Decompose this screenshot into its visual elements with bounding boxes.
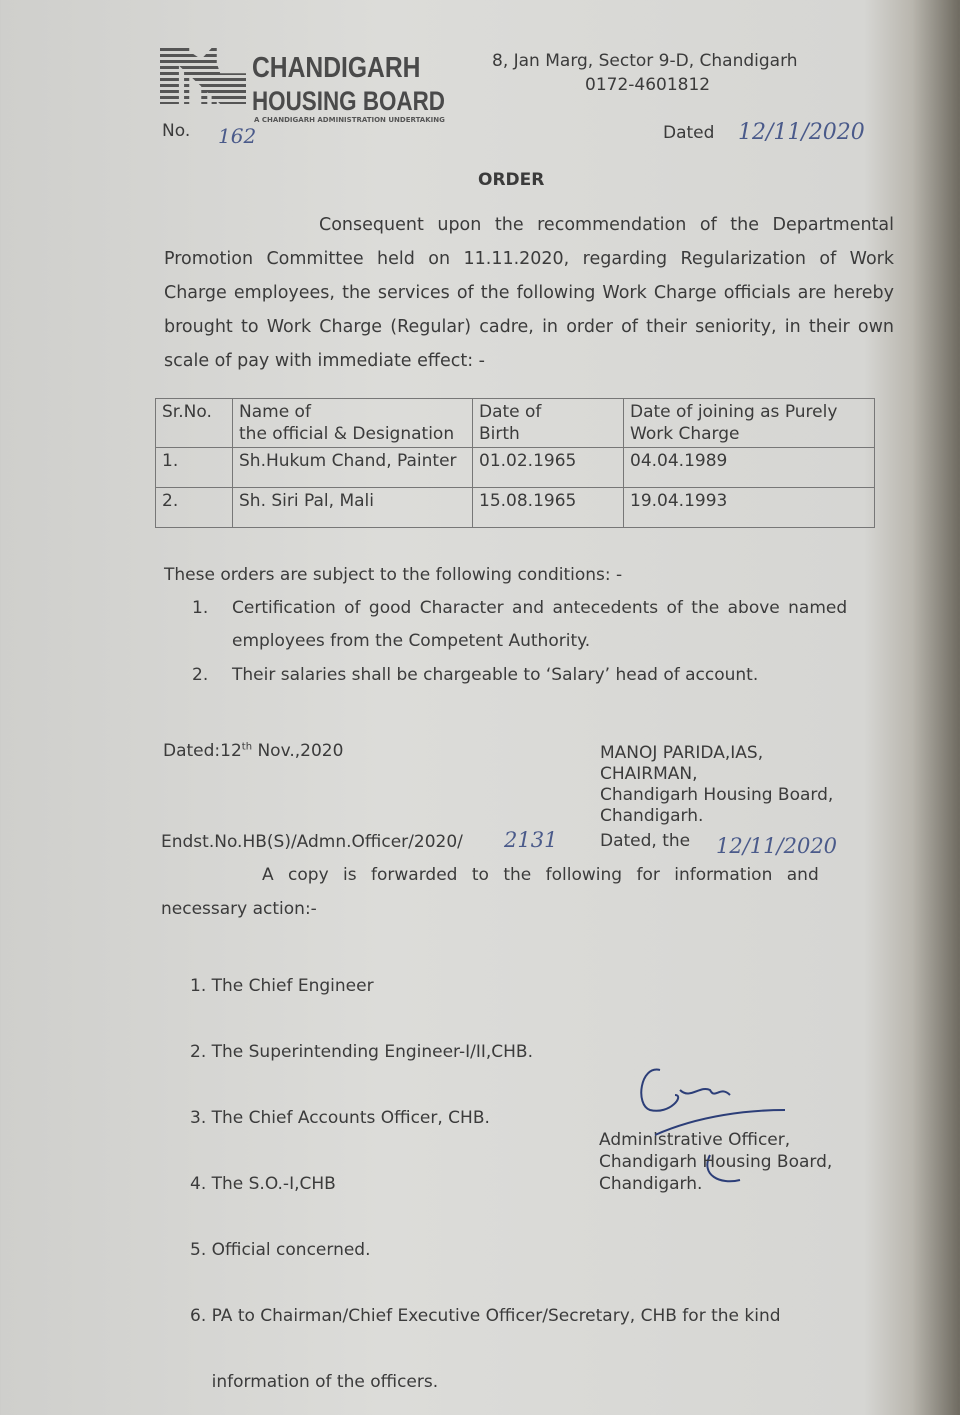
cell: 01.02.1965	[473, 448, 624, 488]
header-line: Date of joining as Purely	[630, 402, 838, 422]
no-label: No.	[162, 121, 191, 141]
endorsement-label: Endst.No.HB(S)/Admn.Officer/2020/	[161, 832, 463, 852]
signatory-block	[600, 743, 833, 827]
body-paragraph: Consequent upon the recommendation of the Departmental Promotion Committee held on 11.11.2020, regarding Regularization of Work Charge employees, the services of the following Work Charge officials are hereby brought to Work Charge (Regular) cadre, in order of their seniority, in their own scale of pay with immediate effect: -	[164, 215, 894, 371]
table-row	[156, 488, 875, 528]
org-tagline: A CHANDIGARH ADMINISTRATION UNDERTAKING	[254, 116, 445, 124]
officer-line: Chandigarh Housing Board,	[599, 1152, 833, 1172]
list-item: 1. The Chief Engineer	[190, 976, 374, 996]
list-item: 3. The Chief Accounts Officer, CHB.	[190, 1108, 490, 1128]
condition-text: Certification of good Character and antecedents of the above named	[232, 598, 848, 618]
endorsement-number: 2131	[504, 828, 558, 852]
copy-text: necessary action:-	[161, 899, 317, 919]
officials-table	[155, 398, 875, 528]
dated-value: 12/11/2020	[738, 120, 865, 145]
footer-date-prefix: Dated:12	[163, 741, 242, 761]
condition-num: 1.	[192, 598, 209, 618]
header-line: Name of	[239, 402, 311, 422]
dated-label: Dated	[663, 123, 715, 143]
cell: 2.	[156, 488, 233, 528]
endorsement-dated-value: 12/11/2020	[716, 834, 838, 858]
condition-text: employees from the Competent Authority.	[232, 631, 591, 651]
condition-num: 2.	[192, 665, 209, 685]
signatory-line: CHAIRMAN,	[600, 764, 698, 784]
copy-text: A copy is forwarded to the following for information and	[262, 865, 819, 885]
phone: 0172-4601812	[585, 75, 711, 95]
header-line: Date of	[479, 402, 542, 422]
footer-date-suffix: Nov.,2020	[252, 741, 344, 761]
footer-date-sup: th	[241, 741, 253, 753]
condition-text: Their salaries shall be chargeable to ‘Salary’ head of account.	[232, 665, 759, 685]
chb-logo-icon	[160, 48, 246, 104]
footer-date	[163, 741, 343, 761]
order-number: 162	[218, 124, 257, 148]
cell: 19.04.1993	[624, 488, 875, 528]
header-cell: Sr.No.	[156, 399, 233, 448]
list-item: 4. The S.O.-I,CHB	[190, 1174, 336, 1194]
cell: 1.	[156, 448, 233, 488]
officer-line: Chandigarh.	[599, 1174, 703, 1194]
table-header-row	[156, 399, 875, 448]
page-title: ORDER	[478, 170, 545, 190]
list-item: 6. PA to Chairman/Chief Executive Officer/Secretary, CHB for the kind	[190, 1306, 781, 1326]
address: 8, Jan Marg, Sector 9-D, Chandigarh	[492, 51, 798, 71]
officer-line: Administrative Officer,	[599, 1130, 791, 1150]
org-name-line1: CHANDIGARH	[252, 52, 421, 84]
signatory-line: Chandigarh Housing Board,	[600, 785, 834, 805]
conditions-intro: These orders are subject to the following conditions: -	[164, 565, 623, 585]
header-cell	[233, 399, 473, 448]
header-cell	[473, 399, 624, 448]
signatory-line: Chandigarh.	[600, 806, 704, 826]
cell: 15.08.1965	[473, 488, 624, 528]
signatory-line: MANOJ PARIDA,IAS,	[600, 743, 764, 763]
header-cell	[624, 399, 875, 448]
header-line: Birth	[479, 424, 520, 444]
cell: Sh. Siri Pal, Mali	[233, 488, 473, 528]
list-item: 2. The Superintending Engineer-I/II,CHB.	[190, 1042, 533, 1062]
officer-block	[599, 1129, 832, 1195]
cell: Sh.Hukum Chand, Painter	[233, 448, 473, 488]
org-name-line2: HOUSING BOARD	[252, 86, 445, 116]
list-item: information of the officers.	[190, 1372, 439, 1392]
list-item: 5. Official concerned.	[190, 1240, 371, 1260]
header-line: Work Charge	[630, 424, 740, 444]
table-row	[156, 448, 875, 488]
cell: 04.04.1989	[624, 448, 875, 488]
header-line: the official & Designation	[239, 424, 455, 444]
endorsement-dated-label: Dated, the	[600, 831, 691, 851]
